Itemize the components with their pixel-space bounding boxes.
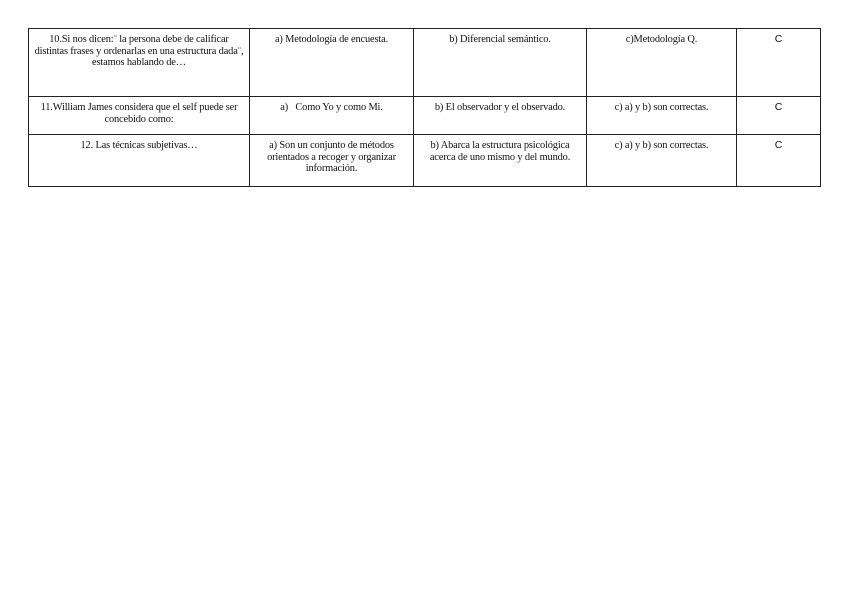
answer-cell: C xyxy=(737,29,821,97)
option-a-cell: a) Metodología de encuesta. xyxy=(250,29,414,97)
option-c-cell: c) a) y b) son correctas. xyxy=(587,97,737,135)
question-cell: 11.William James considera que el self puede ser concebido como: xyxy=(29,97,250,135)
option-b-cell: b) El observador y el observado. xyxy=(414,97,587,135)
answer-cell: C xyxy=(737,97,821,135)
table-row xyxy=(29,29,821,97)
option-c-cell: c) a) y b) son correctas. xyxy=(587,135,737,187)
option-c-cell: c)Metodología Q. xyxy=(587,29,737,97)
option-b-cell: b) Diferencial semántico. xyxy=(414,29,587,97)
table-row xyxy=(29,97,821,135)
answer-cell: C xyxy=(737,135,821,187)
option-a-cell: a) Son un conjunto de métodos orientados a recoger y organizar información. xyxy=(250,135,414,187)
option-b-cell: b) Abarca la estructura psicológica acerca de uno mismo y del mundo. xyxy=(414,135,587,187)
question-cell: 10.Si nos dicen:¨ la persona debe de calificar distintas frases y ordenarlas en una estructura dada¨, estamos hablando de… xyxy=(29,29,250,97)
quiz-table xyxy=(28,28,821,187)
question-cell: 12. Las técnicas subjetivas… xyxy=(29,135,250,187)
table-row xyxy=(29,135,821,187)
option-a-cell: a) Como Yo y como Mi. xyxy=(250,97,414,135)
